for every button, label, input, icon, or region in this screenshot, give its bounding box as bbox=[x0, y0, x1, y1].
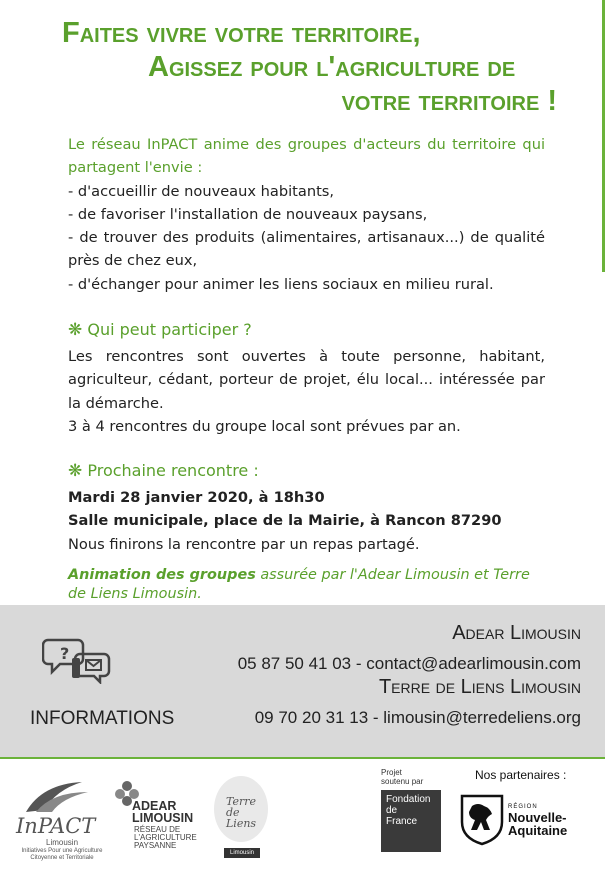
participate-heading bbox=[68, 320, 252, 340]
next-meeting-section bbox=[68, 486, 545, 556]
partners-label: Nos partenaires : bbox=[475, 768, 567, 782]
nouvelle-aquitaine-logo bbox=[508, 804, 567, 837]
contact-terre-de-liens[interactable]: 09 70 20 31 13 - limousin@terredeliens.org bbox=[254, 708, 581, 727]
info-label: INFORMATIONS bbox=[30, 708, 175, 729]
meeting-date: Mardi 28 janvier 2020, à 18h30 bbox=[68, 489, 325, 506]
star-icon: ❋ bbox=[68, 461, 83, 481]
adear-name-2: LIMOUSIN bbox=[132, 811, 194, 825]
participate-text-2: 3 à 4 rencontres du groupe local sont prévues par an. bbox=[68, 417, 461, 435]
fdf-label-1: Projet bbox=[381, 768, 402, 777]
participate-heading-text: Qui peut participer ? bbox=[87, 320, 252, 339]
svg-text:?: ? bbox=[60, 644, 70, 663]
tdl-line-2: de Liens bbox=[226, 806, 257, 830]
animation-credit bbox=[68, 566, 548, 604]
region-name-1: Nouvelle- bbox=[508, 810, 567, 825]
impact-sub: Limousin bbox=[46, 838, 79, 847]
title-line-3: votre territoire ! bbox=[341, 85, 557, 117]
adear-desc bbox=[134, 826, 214, 850]
impact-logo bbox=[12, 776, 104, 866]
region-name-2: Aquitaine bbox=[508, 823, 568, 838]
tdl-disc bbox=[214, 776, 268, 842]
meeting-place: Salle municipale, place de la Mairie, à Rancon 87290 bbox=[68, 512, 502, 530]
fdf-box-1: Fondation bbox=[386, 794, 431, 805]
fdf-supported-label bbox=[381, 768, 423, 786]
fdf-label-2: soutenu par bbox=[381, 777, 424, 786]
org-terre-de-liens: Terre de Liens Limousin bbox=[378, 676, 581, 698]
tdl-banner: Limousin bbox=[224, 848, 260, 858]
org-adear: Adear Limousin bbox=[452, 622, 581, 644]
star-icon: ❋ bbox=[68, 320, 83, 340]
animation-bold: Animation des groupes bbox=[68, 567, 256, 583]
intro-item: - de favoriser l'installation de nouveaux paysans, bbox=[68, 205, 428, 223]
adear-logo bbox=[112, 778, 212, 858]
chat-bubbles-icon bbox=[42, 636, 114, 684]
impact-tagline: Initiatives Pour une Agriculture Citoyenne et Territoriale bbox=[21, 848, 103, 861]
intro-item: - d'accueillir de nouveaux habitants, bbox=[68, 182, 335, 200]
intro-item: - d'échanger pour animer les liens sociaux en milieu rural. bbox=[68, 275, 494, 293]
adear-desc-1: RÉSEAU DE bbox=[134, 825, 181, 834]
participate-section bbox=[68, 345, 545, 438]
tdl-line-1: Terre bbox=[226, 795, 257, 808]
info-band-divider bbox=[0, 757, 605, 759]
adear-desc-3: PAYSANNE bbox=[134, 841, 177, 850]
title-line-1: Faites vivre votre territoire, bbox=[62, 17, 421, 49]
intro-item: - de trouver des produits (alimentaires, artisanaux...) de qualité près de chez eux, bbox=[68, 229, 545, 270]
fdf-box-3: France bbox=[386, 816, 418, 827]
region-label: RÉGION bbox=[508, 804, 538, 810]
lion-shield-icon bbox=[460, 794, 504, 846]
logos-strip bbox=[0, 760, 605, 871]
intro-section bbox=[68, 133, 545, 296]
fondation-de-france-logo bbox=[381, 790, 441, 852]
next-meeting-heading bbox=[68, 461, 259, 481]
adear-desc-2: L'AGRICULTURE bbox=[134, 833, 197, 842]
tdl-text bbox=[226, 796, 268, 829]
intro-lead: Le réseau InPACT anime des groupes d'acteurs du territoire qui partagent l'envie : bbox=[68, 136, 545, 177]
impact-word: InPACT bbox=[16, 814, 96, 838]
terre-de-liens-logo bbox=[210, 774, 274, 860]
contact-adear[interactable]: 05 87 50 41 03 - contact@adearlimousin.com bbox=[237, 654, 581, 673]
fdf-box-2: de bbox=[386, 805, 398, 816]
next-meeting-heading-text: Prochaine rencontre : bbox=[87, 461, 259, 480]
animation-rest: assurée par l'Adear Limousin et Terre de Liens Limousin. bbox=[68, 567, 530, 602]
title-line-2: Agissez pour l'agriculture de bbox=[148, 51, 516, 83]
adear-name bbox=[132, 800, 193, 824]
adear-name-1: ADEAR bbox=[132, 799, 177, 813]
participate-text: Les rencontres sont ouvertes à toute personne, habitant, agriculteur, cédant, porteur de projet, élu local... intéressée par la démarche. bbox=[68, 348, 545, 412]
meeting-note: Nous finirons la rencontre par un repas partagé. bbox=[68, 535, 420, 553]
swoosh-icon bbox=[22, 776, 92, 816]
